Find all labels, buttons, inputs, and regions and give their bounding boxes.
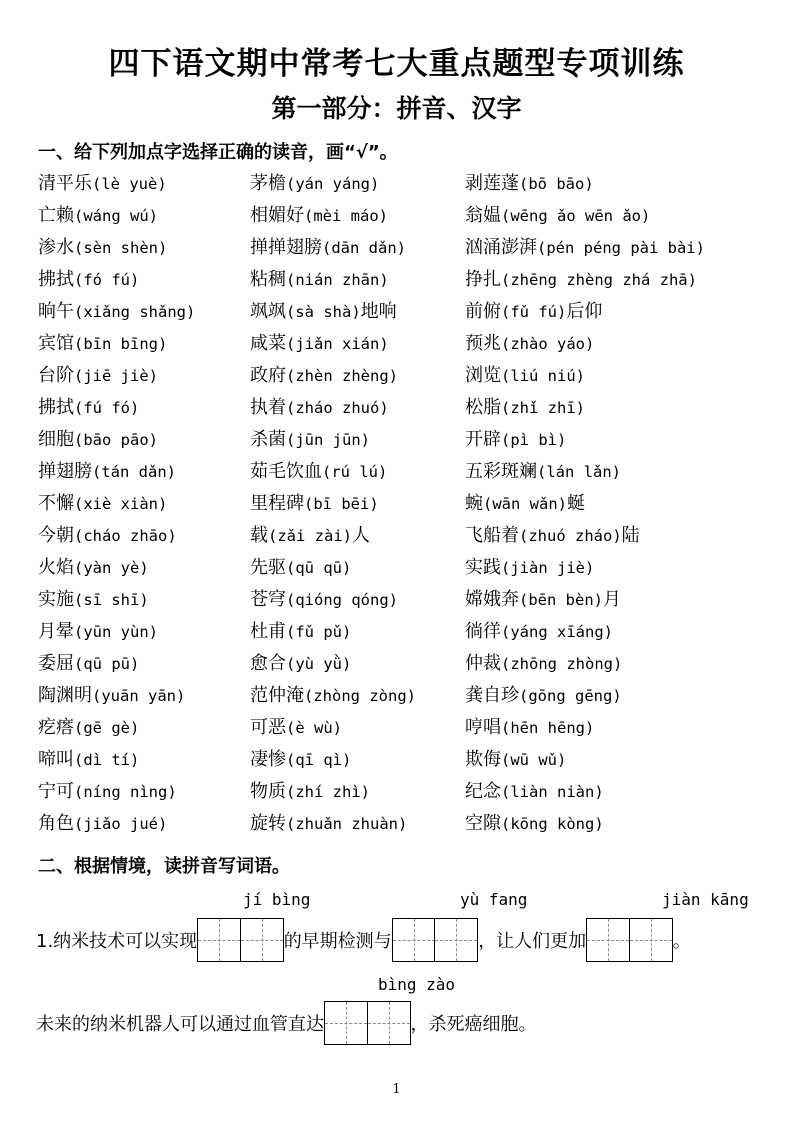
word: 蜿	[465, 493, 483, 514]
pinyin-choice-item	[250, 746, 416, 778]
grid-cell[interactable]	[367, 1001, 411, 1045]
pinyin-options[interactable]: (zhòng zòng)	[304, 687, 416, 705]
pinyin-choice-item	[465, 298, 705, 330]
pinyin-options[interactable]: (wū wǔ)	[501, 751, 567, 769]
word: 掸翅膀	[38, 461, 92, 482]
pinyin-choice-item	[38, 426, 195, 458]
word: 愈合	[250, 653, 286, 674]
word: 相媚好	[250, 205, 304, 226]
word: 细胞	[38, 429, 74, 450]
pinyin-options[interactable]: (bāo pāo)	[74, 431, 158, 449]
word: 亡赖	[38, 205, 74, 226]
sentence-part: 1.纳米技术可以实现	[36, 931, 198, 952]
pinyin-options[interactable]: (cháo zhāo)	[74, 527, 177, 545]
sentence-part: 未来的纳米机器人可以通过血管直达	[36, 1014, 324, 1035]
word: 渗水	[38, 237, 74, 258]
pinyin-choice-item	[250, 522, 416, 554]
word: 徜徉	[465, 621, 501, 642]
word: 拂拭	[38, 269, 74, 290]
word: 掸掸翅膀	[250, 237, 322, 258]
word-tail: 蜒	[567, 493, 585, 514]
word: 宁可	[38, 781, 74, 802]
pinyin-options[interactable]: (zhuó zháo)	[519, 527, 622, 545]
word: 实施	[38, 589, 74, 610]
pinyin-choice-item	[465, 234, 705, 266]
pinyin-options[interactable]: (wēng ǎo wēn ǎo)	[501, 207, 651, 225]
pinyin-choice-item	[250, 202, 416, 234]
pinyin-options[interactable]: (bō bāo)	[519, 175, 594, 193]
word-tail: 人	[352, 525, 370, 546]
word: 汹涌澎湃	[465, 237, 537, 258]
word: 先驱	[250, 557, 286, 578]
grid-cell[interactable]	[324, 1001, 368, 1045]
pinyin-options[interactable]: (liú niú)	[501, 367, 585, 385]
pinyin-choice-item	[465, 714, 705, 746]
word: 物质	[250, 781, 286, 802]
word: 苍穹	[250, 589, 286, 610]
word: 政府	[250, 365, 286, 386]
pinyin-options[interactable]: (pén péng pài bài)	[537, 239, 705, 257]
word: 啼叫	[38, 749, 74, 770]
pinyin-column-3	[465, 170, 705, 842]
section-one-heading: 一、给下列加点字选择正确的读音，画“√”。	[38, 142, 398, 163]
word: 不懈	[38, 493, 74, 514]
pinyin-options[interactable]: (fǔ fú)	[501, 303, 567, 321]
word: 五彩斑斓	[465, 461, 537, 482]
pinyin-options[interactable]: (sà shà)	[286, 303, 361, 321]
pinyin-options[interactable]: (liàn niàn)	[501, 783, 604, 801]
pinyin-options[interactable]: (zhèn zhèng)	[286, 367, 398, 385]
pinyin-choice-item	[250, 618, 416, 650]
word: 里程碑	[250, 493, 304, 514]
pinyin-choice-item	[250, 554, 416, 586]
word: 空隙	[465, 813, 501, 834]
pinyin-options[interactable]: (yán yáng)	[286, 175, 380, 193]
pinyin-options[interactable]: (fú fó)	[74, 399, 140, 417]
pinyin-column-1	[38, 170, 195, 842]
writing-box-4[interactable]	[324, 1001, 411, 1045]
answer-line-2	[36, 1001, 537, 1045]
grid-cell[interactable]	[197, 918, 241, 962]
word: 范仲淹	[250, 685, 304, 706]
pinyin-options[interactable]: (lán lǎn)	[537, 463, 621, 481]
word: 剥莲蓬	[465, 173, 519, 194]
word: 挣扎	[465, 269, 501, 290]
pinyin-choice-item	[250, 234, 416, 266]
word: 火焰	[38, 557, 74, 578]
pinyin-prompt-1: jí bìng	[243, 890, 311, 909]
pinyin-choice-item	[465, 266, 705, 298]
grid-cell[interactable]	[240, 918, 284, 962]
pinyin-options[interactable]: (lè yuè)	[92, 175, 167, 193]
word: 浏览	[465, 365, 501, 386]
pinyin-choice-item	[250, 330, 416, 362]
pinyin-choice-item	[465, 202, 705, 234]
pinyin-choice-item	[250, 362, 416, 394]
word: 开辟	[465, 429, 501, 450]
word: 今朝	[38, 525, 74, 546]
word: 茹毛饮血	[250, 461, 322, 482]
pinyin-choice-item	[38, 586, 195, 618]
pinyin-options[interactable]: (yù yǜ)	[286, 655, 352, 673]
page-title: 四下语文期中常考七大重点题型专项训练	[108, 46, 685, 82]
word: 晌午	[38, 301, 74, 322]
word: 载	[250, 525, 268, 546]
pinyin-choice-item	[38, 362, 195, 394]
pinyin-choice-item	[38, 618, 195, 650]
pinyin-choice-item	[38, 554, 195, 586]
word-tail: 后仰	[566, 301, 603, 322]
pinyin-choice-item	[250, 586, 416, 618]
pinyin-choice-item	[38, 714, 195, 746]
pinyin-options[interactable]: (jūn jūn)	[286, 431, 370, 449]
word: 月晕	[38, 621, 74, 642]
pinyin-choice-item	[465, 426, 705, 458]
pinyin-choice-item	[38, 298, 195, 330]
pinyin-prompt-2: yù fang	[460, 890, 528, 909]
pinyin-options[interactable]: (sī shī)	[74, 591, 149, 609]
pinyin-options[interactable]: (wáng wú)	[74, 207, 158, 225]
pinyin-options[interactable]: (rú lú)	[322, 463, 388, 481]
word-tail: 地响	[360, 301, 397, 322]
pinyin-choice-item	[38, 522, 195, 554]
pinyin-options[interactable]: (fó fú)	[74, 271, 140, 289]
pinyin-options[interactable]: (yáng xīáng)	[501, 623, 613, 641]
word: 清平乐	[38, 173, 92, 194]
pinyin-choice-item	[250, 394, 416, 426]
grid-cell[interactable]	[392, 918, 436, 962]
word: 台阶	[38, 365, 74, 386]
pinyin-choice-item	[250, 778, 416, 810]
word: 前俯	[465, 301, 501, 322]
sentence-part: 。	[672, 931, 691, 952]
pinyin-options[interactable]: (zhēng zhèng zhá zhā)	[501, 271, 697, 289]
pinyin-choice-item	[465, 650, 705, 682]
pinyin-options[interactable]: (yūn yùn)	[74, 623, 158, 641]
pinyin-choice-item	[38, 202, 195, 234]
sentence-part: ，杀死癌细胞。	[410, 1014, 537, 1035]
pinyin-options[interactable]: (mèi máo)	[304, 207, 388, 225]
pinyin-choice-item	[250, 714, 416, 746]
word: 嫦娥奔	[465, 589, 519, 610]
pinyin-options[interactable]: (gōng gēng)	[519, 687, 622, 705]
section-two-heading: 二、根据情境，读拼音写词语。	[38, 856, 290, 877]
word: 旋转	[250, 813, 286, 834]
pinyin-choice-item	[250, 426, 416, 458]
pinyin-options[interactable]: (pì bì)	[501, 431, 567, 449]
word: 飞船着	[465, 525, 519, 546]
word: 可恶	[250, 717, 286, 738]
pinyin-options[interactable]: (dì tí)	[74, 751, 140, 769]
pinyin-options[interactable]: (qū pū)	[74, 655, 140, 673]
pinyin-options[interactable]: (zhōng zhòng)	[501, 655, 623, 673]
pinyin-options[interactable]: (tán dǎn)	[92, 463, 176, 481]
pinyin-choice-item	[38, 810, 195, 842]
pinyin-options[interactable]: (qī qì)	[286, 751, 352, 769]
pinyin-choice-item	[465, 394, 705, 426]
grid-cell[interactable]	[586, 918, 630, 962]
pinyin-choice-item	[465, 682, 705, 714]
pinyin-choice-item	[250, 650, 416, 682]
pinyin-options[interactable]: (zháo zhuó)	[286, 399, 389, 417]
pinyin-options[interactable]: (zhǐ zhī)	[501, 399, 585, 417]
word: 角色	[38, 813, 74, 834]
word: 杀菌	[250, 429, 286, 450]
pinyin-choice-item	[465, 554, 705, 586]
pinyin-options[interactable]: (níng nìng)	[74, 783, 177, 801]
pinyin-choice-item	[250, 298, 416, 330]
pinyin-options[interactable]: (hēn hēng)	[501, 719, 595, 737]
pinyin-choice-item	[465, 458, 705, 490]
pinyin-choice-item	[465, 778, 705, 810]
pinyin-options[interactable]: (è wù)	[286, 719, 342, 737]
word: 陶渊明	[38, 685, 92, 706]
grid-cell[interactable]	[434, 918, 478, 962]
pinyin-choice-item	[38, 746, 195, 778]
word: 杜甫	[250, 621, 286, 642]
pinyin-choice-item	[465, 330, 705, 362]
pinyin-choice-item	[250, 170, 416, 202]
word: 翁媪	[465, 205, 501, 226]
word-tail: 陆	[621, 525, 640, 546]
writing-box-3[interactable]	[586, 918, 673, 962]
word: 飒飒	[250, 301, 286, 322]
pinyin-choice-item	[38, 682, 195, 714]
pinyin-options[interactable]: (jiē jiè)	[74, 367, 158, 385]
word: 实践	[465, 557, 501, 578]
pinyin-column-2	[250, 170, 416, 842]
sentence-part: ，让人们更加	[478, 931, 587, 952]
pinyin-options[interactable]: (zhào yáo)	[501, 335, 595, 353]
pinyin-prompt-4: bìng zào	[378, 975, 456, 994]
word: 松脂	[465, 397, 501, 418]
pinyin-options[interactable]: (jiǎn xián)	[286, 335, 389, 353]
pinyin-choice-item	[250, 490, 416, 522]
word: 疙瘩	[38, 717, 74, 738]
pinyin-options[interactable]: (zǎi zài)	[268, 527, 352, 545]
pinyin-choice-item	[250, 458, 416, 490]
pinyin-options[interactable]: (xiè xiàn)	[74, 495, 168, 513]
word: 仲裁	[465, 653, 501, 674]
pinyin-choice-item	[465, 170, 705, 202]
pinyin-choice-item	[465, 522, 705, 554]
word: 茅檐	[250, 173, 286, 194]
word: 咸菜	[250, 333, 286, 354]
pinyin-options[interactable]: (xiǎng shǎng)	[74, 303, 196, 321]
pinyin-options[interactable]: (zhuǎn zhuàn)	[286, 815, 408, 833]
pinyin-choice-item	[38, 458, 195, 490]
pinyin-options[interactable]: (zhí zhì)	[286, 783, 370, 801]
pinyin-options[interactable]: (fǔ pǔ)	[286, 623, 352, 641]
pinyin-choice-item	[465, 490, 705, 522]
pinyin-options[interactable]: (qū qū)	[286, 559, 352, 577]
pinyin-options[interactable]: (dān dǎn)	[322, 239, 406, 257]
pinyin-choice-item	[38, 650, 195, 682]
pinyin-choice-item	[38, 490, 195, 522]
word-tail: 月	[603, 589, 621, 610]
pinyin-choice-item	[38, 394, 195, 426]
pinyin-options[interactable]: (yàn yè)	[74, 559, 149, 577]
word: 纪念	[465, 781, 501, 802]
pinyin-choice-item	[250, 810, 416, 842]
pinyin-choice-item	[465, 746, 705, 778]
word: 欺侮	[465, 749, 501, 770]
page-number: 1	[392, 1082, 401, 1097]
pinyin-options[interactable]: (jiǎo jué)	[74, 815, 168, 833]
pinyin-choice-item	[465, 586, 705, 618]
word: 宾馆	[38, 333, 74, 354]
pinyin-choice-item	[38, 330, 195, 362]
word: 执着	[250, 397, 286, 418]
pinyin-choice-item	[38, 170, 195, 202]
pinyin-choice-item	[250, 266, 416, 298]
pinyin-options[interactable]: (wān wǎn)	[483, 495, 567, 513]
pinyin-choice-item	[38, 266, 195, 298]
pinyin-choice-item	[465, 618, 705, 650]
grid-cell[interactable]	[629, 918, 673, 962]
pinyin-options[interactable]: (bī bēi)	[304, 495, 379, 513]
pinyin-options[interactable]: (yuān yān)	[92, 687, 186, 705]
pinyin-choice-item	[250, 682, 416, 714]
pinyin-prompt-3: jiàn kāng	[662, 890, 749, 909]
pinyin-options[interactable]: (bēn bèn)	[519, 591, 603, 609]
page-subtitle: 第一部分：拼音、汉字	[271, 94, 522, 123]
sentence-part: 的早期检测与	[283, 931, 392, 952]
pinyin-options[interactable]: (jiàn jiè)	[501, 559, 595, 577]
pinyin-choice-item	[38, 778, 195, 810]
word: 粘稠	[250, 269, 286, 290]
pinyin-choice-item	[38, 234, 195, 266]
word: 预兆	[465, 333, 501, 354]
writing-box-2[interactable]	[392, 918, 479, 962]
pinyin-options[interactable]: (bīn bīng)	[74, 335, 168, 353]
pinyin-options[interactable]: (kōng kòng)	[501, 815, 604, 833]
word: 龚自珍	[465, 685, 519, 706]
word: 凄惨	[250, 749, 286, 770]
word: 拂拭	[38, 397, 74, 418]
word: 委屈	[38, 653, 74, 674]
pinyin-options[interactable]: (gē gè)	[74, 719, 140, 737]
word: 哼唱	[465, 717, 501, 738]
pinyin-options[interactable]: (nián zhān)	[286, 271, 389, 289]
pinyin-options[interactable]: (qióng qóng)	[286, 591, 398, 609]
pinyin-choice-item	[465, 362, 705, 394]
pinyin-choice-item	[465, 810, 705, 842]
pinyin-options[interactable]: (sèn shèn)	[74, 239, 168, 257]
writing-box-1[interactable]	[197, 918, 284, 962]
answer-line-1	[36, 918, 691, 962]
